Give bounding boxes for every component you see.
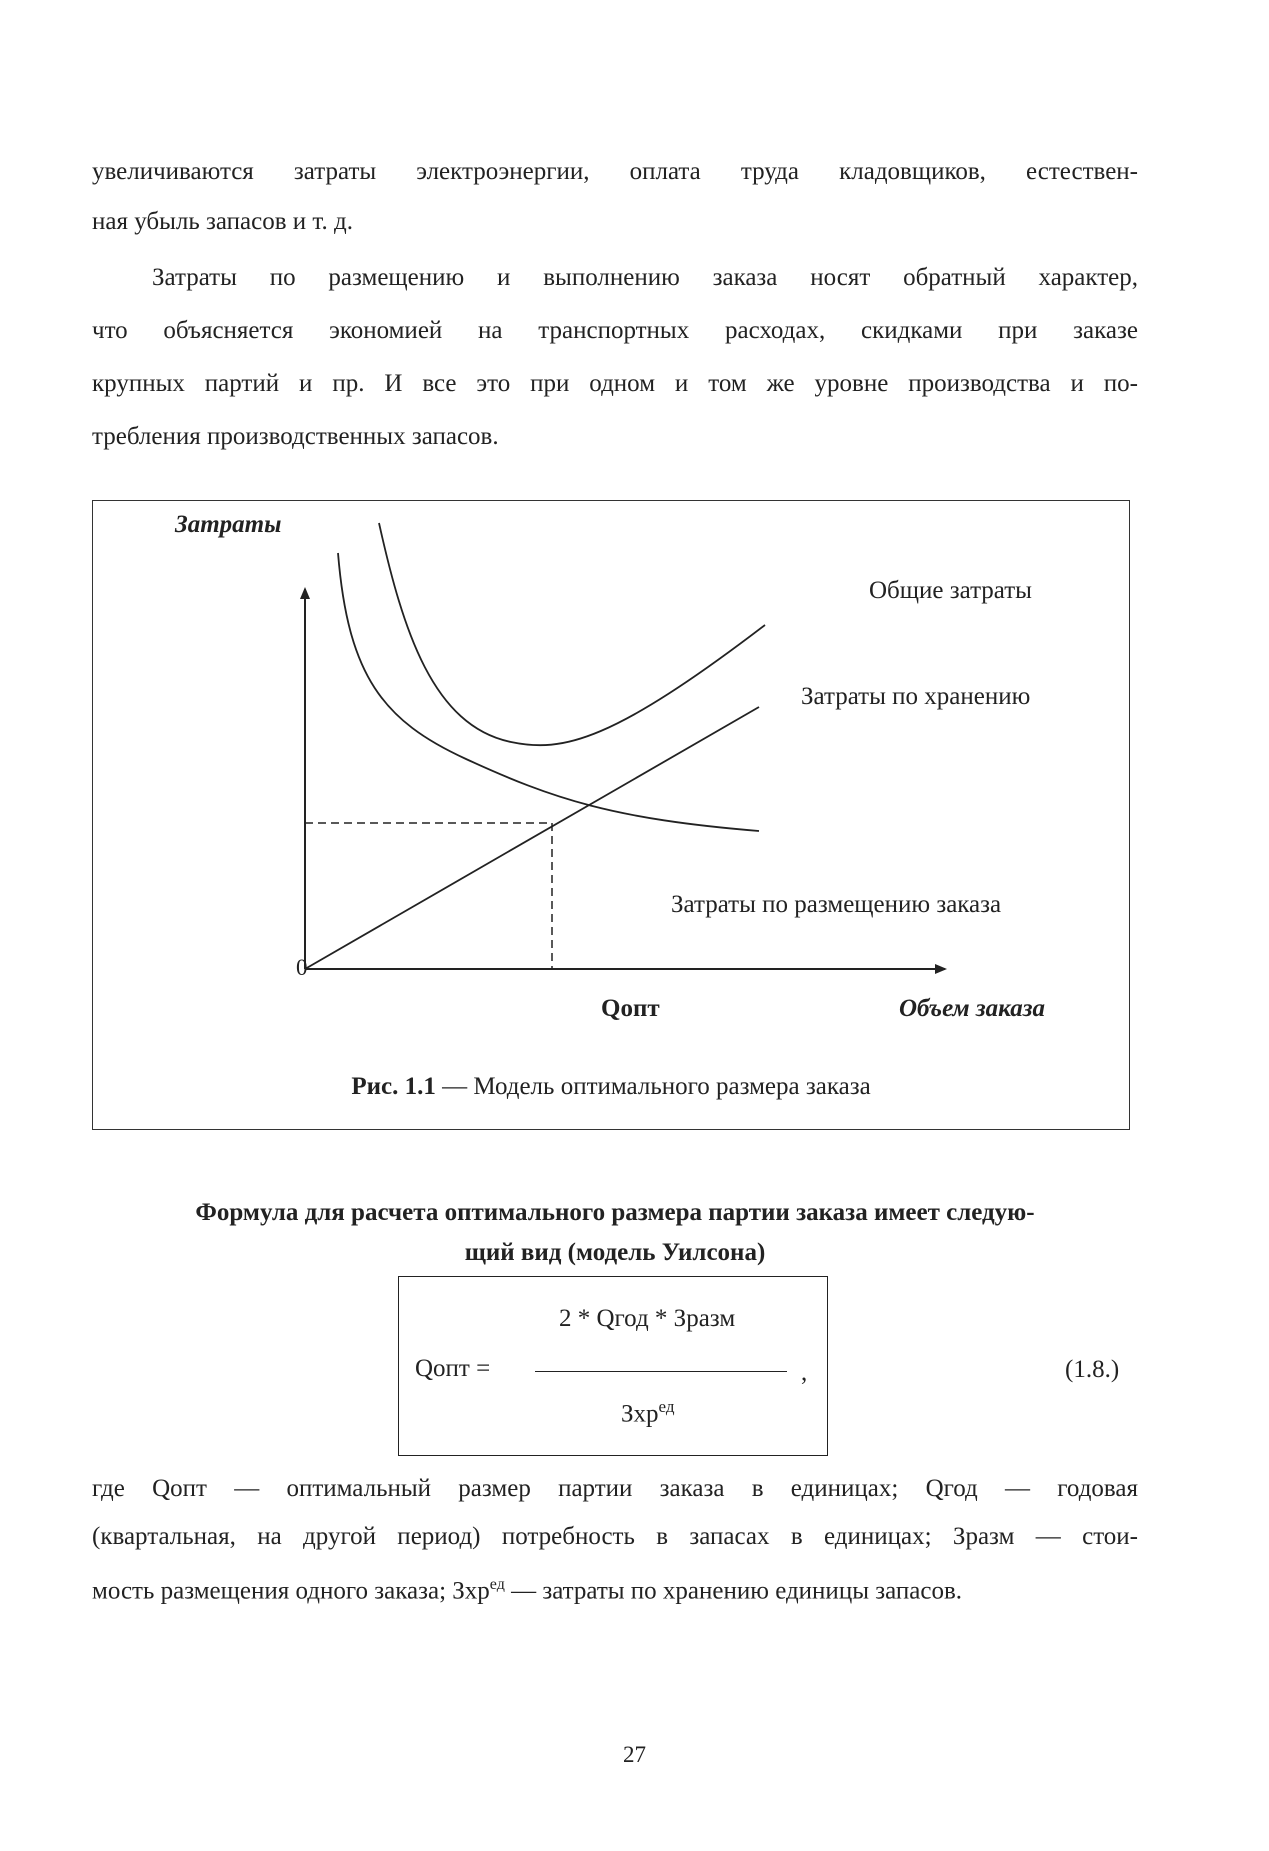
explanation-line-3-start: мость размещения одного заказа; Зхр — [92, 1577, 490, 1605]
formula-heading-line-2: щий вид (модель Уилсона) — [464, 1239, 766, 1266]
paragraph-1-line-2: ная убыль запасов и т. д. — [92, 208, 353, 235]
explanation-line-1: где Qопт — оптимальный размер партии заказа в единицах; Qгод — годовая — [92, 1475, 1138, 1502]
total-cost-label: Общие затраты — [869, 577, 1032, 604]
x-axis-label: Объем заказа — [899, 995, 1045, 1022]
formula-numerator: 2 * Qгод * Зразм — [559, 1305, 736, 1332]
caption-number: Рис. 1.1 — [351, 1073, 436, 1100]
explanation-line-2: (квартальная, на другой период) потребность в запасах в единицах; Зразм — стои- — [92, 1523, 1138, 1550]
ordering-cost-curve — [338, 553, 759, 831]
paragraph-2-line-2: что объясняется экономией на транспортных расходах, скидками при заказе — [92, 317, 1138, 344]
equation-number: (1.8.) — [1065, 1356, 1120, 1383]
origin-label: 0 — [296, 955, 308, 980]
formula-heading-line-1: Формула для расчета оптимального размера партии заказа имеет следую- — [195, 1199, 1035, 1226]
formula-box — [398, 1276, 828, 1456]
paragraph-1-line-1: увеличиваются затраты электроэнергии, оплата труда кладовщиков, естествен- — [92, 158, 1138, 185]
ordering-cost-label: Затраты по размещению заказа — [671, 891, 1002, 918]
formula-comma: , — [801, 1359, 808, 1386]
explanation-line-3-end: — затраты по хранению единицы запасов. — [504, 1577, 963, 1605]
page-number: 27 — [623, 1742, 646, 1767]
total-cost-curve — [379, 523, 765, 745]
caption-text: — Модель оптимального размера заказа — [435, 1073, 871, 1100]
explanation-line-3 — [92, 1570, 1138, 1606]
y-axis-label: Затраты — [175, 511, 282, 538]
explanation-superscript: ед — [489, 1576, 505, 1593]
formula-lhs: Qопт = — [415, 1355, 491, 1382]
figure-caption — [93, 1073, 1129, 1101]
paragraph-2-line-4: требления производственных запасов. — [92, 423, 499, 450]
paragraph-2-line-3: крупных партий и пр. И все это при одном и том же уровне производства и по- — [92, 370, 1138, 397]
denominator-base: Зхр — [621, 1400, 659, 1428]
figure-eoq-model — [92, 500, 1130, 1130]
formula-denominator — [621, 1397, 675, 1428]
denominator-superscript: ед — [658, 1397, 675, 1416]
holding-cost-label: Затраты по хранению — [801, 683, 1031, 710]
fraction-bar — [535, 1371, 787, 1372]
paragraph-2-line-1: Затраты по размещению и выполнению заказа носят обратный характер, — [152, 264, 1138, 291]
qopt-axis-label: Qопт — [601, 995, 660, 1022]
holding-cost-line — [305, 707, 759, 969]
